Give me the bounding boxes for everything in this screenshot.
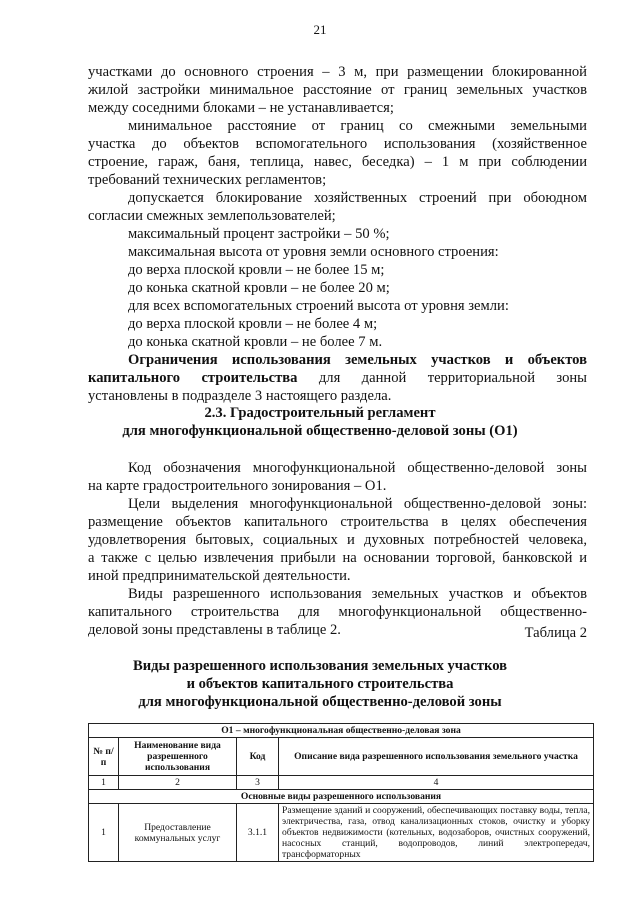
text-line: участка до объектов вспомогательного использования (хозяйственное (88, 136, 587, 152)
row-num: 1 (89, 804, 119, 862)
text-line: удовлетворения бытовых, социальных и духовных потребностей человека, (88, 532, 587, 548)
col-header-name: Наименование вида разрешенного использования (119, 738, 237, 776)
text-line: требований технических регламентов; (88, 172, 327, 188)
text-line: между соседними блоками – не устанавливается; (88, 100, 394, 116)
table-zone-header-row (89, 724, 594, 738)
text-line-mixed (88, 369, 587, 387)
table-group-row (89, 790, 594, 804)
col-index: 4 (279, 776, 594, 790)
table-row (89, 804, 594, 862)
col-header-code: Код (237, 738, 279, 776)
table-title: и объектов капитального строительства (186, 676, 454, 692)
text-line: жилой застройки минимальное расстояние от границ земельных участков (88, 82, 587, 98)
text-line: до верха плоской кровли – не более 15 м; (128, 262, 385, 278)
text-line: капитального строительства для многофункциональной общественно- (88, 604, 587, 620)
page-number: 21 (313, 22, 327, 37)
text-line: на карте градостроительного зонирования – О1. (88, 478, 387, 494)
text-line: до конька скатной кровли – не более 7 м. (128, 334, 383, 350)
text-line: Виды разрешенного использования земельных участков и объектов (128, 586, 587, 602)
col-index: 2 (119, 776, 237, 790)
text-line: минимальное расстояние от границ со смежными земельными (128, 118, 587, 134)
table-label: Таблица 2 (524, 625, 587, 641)
section-title: 2.3. Градостроительный регламент (204, 405, 436, 421)
text-line: для всех вспомогательных строений высота от уровня земли: (128, 298, 509, 314)
zone-header: О1 – многофункциональная общественно-деловая зона (89, 724, 594, 738)
text-line: до верха плоской кровли – не более 4 м; (128, 316, 378, 332)
text-line: размещение объектов капитального строительства в целях обеспечения (88, 514, 587, 530)
col-header-desc: Описание вида разрешенного использования земельного участка (279, 738, 594, 776)
regular-phrase: для данной территориальной зоны (297, 370, 587, 386)
text-line: установлены в подразделе 3 настоящего раздела. (88, 388, 392, 404)
table-header-row (89, 738, 594, 776)
text-line: строение, гараж, баня, теплица, навес, беседка) – 1 м при соблюдении (88, 154, 587, 170)
text-line: участками до основного строения – 3 м, при размещении блокированной (88, 64, 587, 80)
section-title: для многофункциональной общественно-деловой зоны (О1) (122, 423, 518, 439)
text-line: допускается блокирование хозяйственных строений при обоюдном (128, 190, 587, 206)
col-header-num: № п/п (89, 738, 119, 776)
col-index: 1 (89, 776, 119, 790)
text-line-bold: Ограничения использования земельных участков и объектов (128, 352, 587, 368)
text-line: максимальная высота от уровня земли основного строения: (128, 244, 499, 260)
row-name: Предоставление коммунальных услуг (119, 804, 237, 862)
text-line: согласии смежных землепользователей; (88, 208, 336, 224)
row-code: 3.1.1 (237, 804, 279, 862)
text-line: деловой зоны представлены в таблице 2. (88, 622, 341, 638)
group-main-uses: Основные виды разрешенного использования (89, 790, 594, 804)
zoning-table (88, 723, 594, 862)
table-title: Виды разрешенного использования земельных участков (132, 658, 508, 674)
bold-phrase: капитального строительства (88, 370, 298, 386)
text-line: а также с целью извлечения прибыли на основании торговой, банковской и (88, 550, 587, 566)
text-line: иной предпринимательской деятельности. (88, 568, 351, 584)
text-line: Цели выделения многофункциональной общественно-деловой зоны: (128, 496, 587, 512)
col-index: 3 (237, 776, 279, 790)
table-index-row (89, 776, 594, 790)
text-line: максимальный процент застройки – 50 %; (128, 226, 390, 242)
row-desc: Размещение зданий и сооружений, обеспечивающих поставку воды, тепла, электричества, газа, отвод канализационных стоков, очистку и уборку объектов недвижимости (котельных, водозаборов, очистных сооружений, насосных станций, водопроводов, линий электропередач, трансформаторных (279, 804, 594, 862)
text-line: Код обозначения многофункциональной общественно-деловой зоны (128, 460, 587, 476)
table-title: для многофункциональной общественно-деловой зоны (138, 694, 502, 710)
text-line: до конька скатной кровли – не более 20 м; (128, 280, 390, 296)
